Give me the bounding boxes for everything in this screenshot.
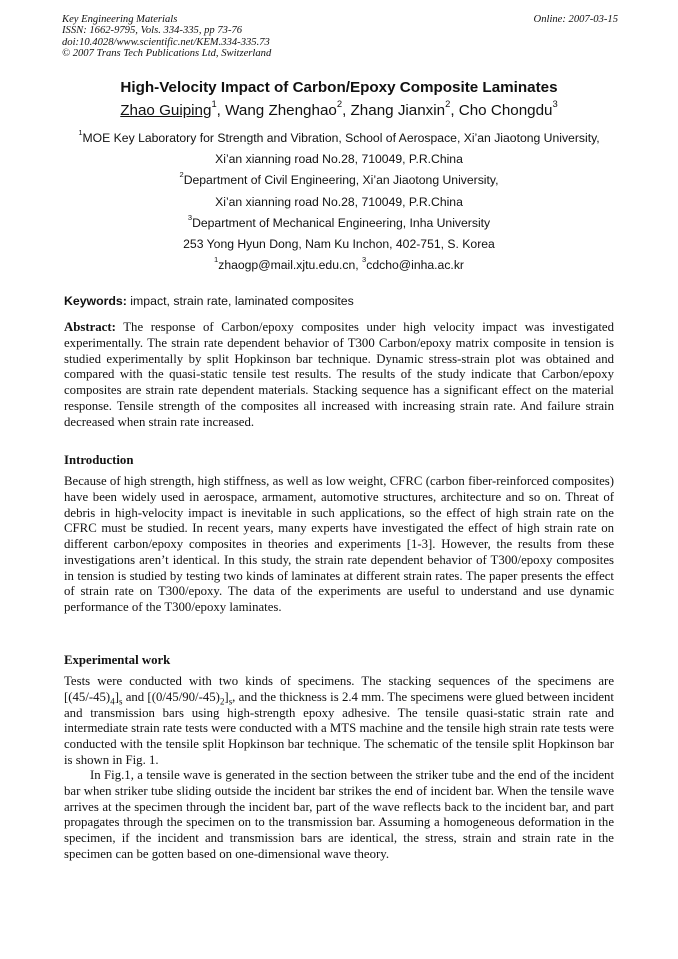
subscript: 2 — [219, 696, 225, 707]
publication-meta — [62, 14, 618, 59]
affiliation-mark: 3 — [187, 213, 193, 223]
affiliation-line — [0, 128, 678, 145]
paper-title: High-Velocity Impact of Carbon/Epoxy Composite Laminates — [120, 79, 558, 96]
online-date: Online: 2007-03-15 — [533, 14, 618, 25]
affiliation-line: 253 Yong Hyun Dong, Nam Ku Inchon, 402-751, S. Korea — [183, 237, 495, 251]
author-name: Zhao Guiping — [120, 102, 212, 119]
author-affiliation-mark: 3 — [552, 98, 558, 110]
text-run: Tests were conducted with two kinds of specimens. The stacking sequences of the specimens are [(45/-45) — [64, 674, 614, 704]
doi-line: doi:10.4028/www.scientific.net/KEM.334-335.73 — [62, 36, 270, 48]
experimental-heading: Experimental work — [64, 653, 171, 667]
journal-name: Key Engineering Materials — [62, 14, 178, 25]
subscript: s — [228, 696, 233, 707]
keywords-text: impact, strain rate, laminated composites — [126, 294, 354, 308]
author-name: , Wang Zhenghao — [216, 102, 337, 119]
text-run: ] — [114, 689, 119, 704]
affiliation-text: MOE Key Laboratory for Strength and Vibration, School of Aerospace, Xi’an Jiaotong University, — [82, 131, 600, 145]
subscript: s — [118, 696, 123, 707]
issn-line: ISSN: 1662-9795, Vols. 334-335, pp 73-76 — [62, 25, 243, 37]
email-line — [0, 255, 678, 272]
email-address: cdcho@inha.ac.kr — [366, 258, 464, 272]
author-affiliation-mark: 2 — [445, 98, 451, 110]
abstract-text: The response of Carbon/epoxy composites under high velocity impact was investigated experimentally. The strain rate dependent behavior of T300 Carbon/epoxy matrix composite in tension is studied experimentally by split Hopkinson bar technique. Dynamic stress-strain plot was obtained and compared with the quasi-static tensile test results. The results of the study indicate that Carbon/epoxy composites are strain rate dependent materials. Stacking sequence has a significant effect on the material response. Tensile strength of the composites all increased with increasing strain rate. And failure strain decreased when strain rate increased. — [64, 320, 614, 429]
copyright-line: © 2007 Trans Tech Publications Ltd, Switzerland — [62, 47, 272, 59]
introduction-heading: Introduction — [64, 453, 134, 467]
author-list — [0, 98, 678, 119]
text-run: and [(0/45/90/-45) — [122, 689, 220, 704]
subscript: 4 — [110, 696, 115, 707]
affiliation-line: Xi’an xianning road No.28, 710049, P.R.China — [215, 195, 463, 209]
keywords-label: Keywords: — [64, 294, 127, 308]
affiliation-mark: 2 — [179, 170, 184, 180]
author-affiliation-mark: 2 — [336, 98, 343, 110]
author-name: , Cho Chongdu — [450, 102, 553, 119]
text-run: , and the thickness is 2.4 mm. The specimens were glued between incident and transmission bars using high-strength epoxy adhesive. The tensile quasi-static strain rate and intermediate strain rate tests were conducted with a MTS machine and the tensile high strain rate tests were conducted with the tensile split Hopkinson bar technique. The schematic of the tensile split Hopkinson bar is shown in Fig. 1. — [64, 689, 614, 767]
affiliation-line — [0, 213, 678, 230]
abstract-paragraph — [64, 320, 614, 430]
affiliation-line — [0, 170, 678, 187]
author-name: , Zhang Jianxin — [342, 102, 446, 119]
experimental-paragraph-1 — [64, 674, 614, 769]
text-run: ] — [224, 689, 229, 704]
affiliation-text: Department of Civil Engineering, Xi’an Jiaotong University, — [183, 173, 499, 187]
experimental-paragraph-2: In Fig.1, a tensile wave is generated in the section between the striker tube and the end of the incident bar when striker tube sliding outside the incident bar strikes the end of incident bar. When the tensile wave arrives at the specimen through the incident bar, part of the wave reflects back to the incident bar, and part propagates through the specimen on to the transmission bar. Assuming a homogeneous deformation in the specimen, if the incident and transmission bars are identical, the stress, strain and strain rate in the specimen can be gotten based on one-dimensional wave theory. — [64, 768, 614, 861]
affiliation-text: Department of Mechanical Engineering, Inha University — [192, 216, 491, 230]
introduction-paragraph: Because of high strength, high stiffness, as well as low weight, CFRC (carbon fiber-reinforced composites) have been widely used in aerospace, armament, automotive structures, architecture and so on. Threat of debris in high-velocity impact is inevitable in such applications, so the effect of high strain rate on the CFRC must be studied. In recent years, many experts have investigated the effect of high strain rate on different carbon/epoxy composites in theories and experiments [1-3]. However, the results from these investigations aren’t identical. In this study, the strain rate dependent behavior of T300/epoxy composites in tension is studied by testing two kinds of laminates at different strain rates. The paper presents the effect of strain rate on T300/epoxy. The data of the experiments are useful to understand and use dynamic performance of the T300/epoxy laminates. — [64, 474, 614, 614]
affiliation-mark: 1 — [78, 128, 83, 138]
email-address: zhaogp@mail.xjtu.edu.cn, — [218, 258, 363, 272]
affiliation-mark: 1 — [214, 255, 219, 265]
author-affiliation-mark: 1 — [211, 98, 217, 110]
keywords-line — [64, 294, 354, 308]
affiliation-line: Xi’an xianning road No.28, 710049, P.R.China — [215, 152, 463, 166]
abstract-label: Abstract: — [64, 320, 116, 334]
affiliation-mark: 3 — [362, 255, 367, 265]
